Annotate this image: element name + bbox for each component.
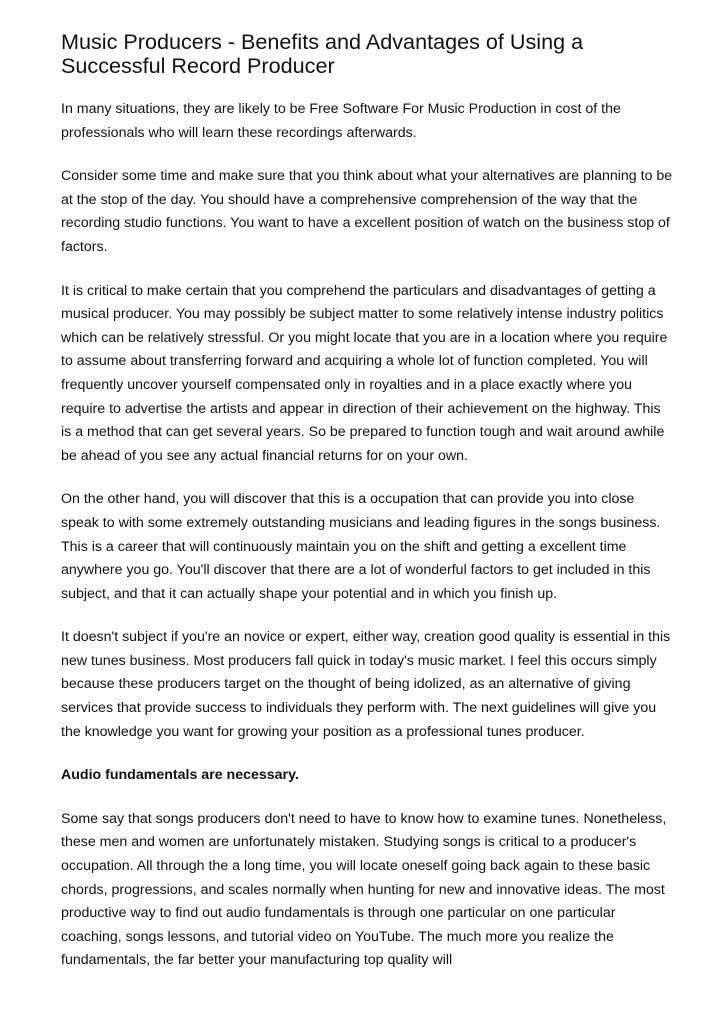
- paragraph-1: In many situations, they are likely to be Free Software For Music Production in cost of the professionals who will learn these recordings afterwards.: [61, 101, 621, 141]
- paragraph-3: It is critical to make certain that you comprehend the particulars and disadvantages of getting a musical producer. You may possibly be subject matter to some relatively intense industry politics which can be relatively stressful. Or you might locate that you are in a location where you require to assume about transferring forward and acquiring a whole lot of function completed. You will frequently uncover yourself compensated only in royalties and in a place exactly where you require to advertise the artists and appear in direction of their achievement on the highway. This is a method that can get several years. So be prepared to function tough and wait around awhile be ahead of you see any actual financial returns for on your own.: [61, 282, 668, 464]
- paragraph-4: On the other hand, you will discover that this is a occupation that can provide you into close speak to with some extremely outstanding musicians and leading figures in the songs business. This is a career that will continuously maintain you on the shift and getting a excellent time anywhere you go. You'll discover that there are a lot of wonderful factors to get included in this subject, and that it can actually shape your potential and in which you finish up.: [61, 491, 661, 602]
- paragraph-2: Consider some time and make sure that you think about what your alternatives are planning to be at the stop of the day. You should have a comprehensive comprehension of the way that the recording studio functions. You want to have a excellent position of watch on the business stop of factors.: [61, 168, 673, 255]
- document-page: [61, 30, 673, 993]
- paragraph-6: Some say that songs producers don't need to have to know how to examine tunes. Nonetheless, these men and women are unfortunately mistaken. Studying songs is critical to a producer's occupation. All through the a long time, you will locate oneself going back again to these basic chords, progressions, and scales normally when hunting for new and innovative ideas. The most productive way to find out audio fundamentals is through one particular on one particular coaching, songs lessons, and tutorial video on YouTube. The much more you realize the fundamentals, the far better your manufacturing top quality will: [61, 810, 667, 969]
- paragraph-5: It doesn't subject if you're an novice or expert, either way, creation good quality is essential in this new tunes business. Most producers fall quick in today's music market. I feel this occurs simply because these producers target on the thought of being idolized, as an alternative of giving services that provide success to individuals they perform with. The next guidelines will give you the knowledge you want for growing your position as a professional tunes producer.: [61, 629, 671, 740]
- section-subheading: Audio fundamentals are necessary.: [61, 767, 299, 784]
- document-title: Music Producers - Benefits and Advantages of Using a Successful Record Producer: [61, 29, 584, 78]
